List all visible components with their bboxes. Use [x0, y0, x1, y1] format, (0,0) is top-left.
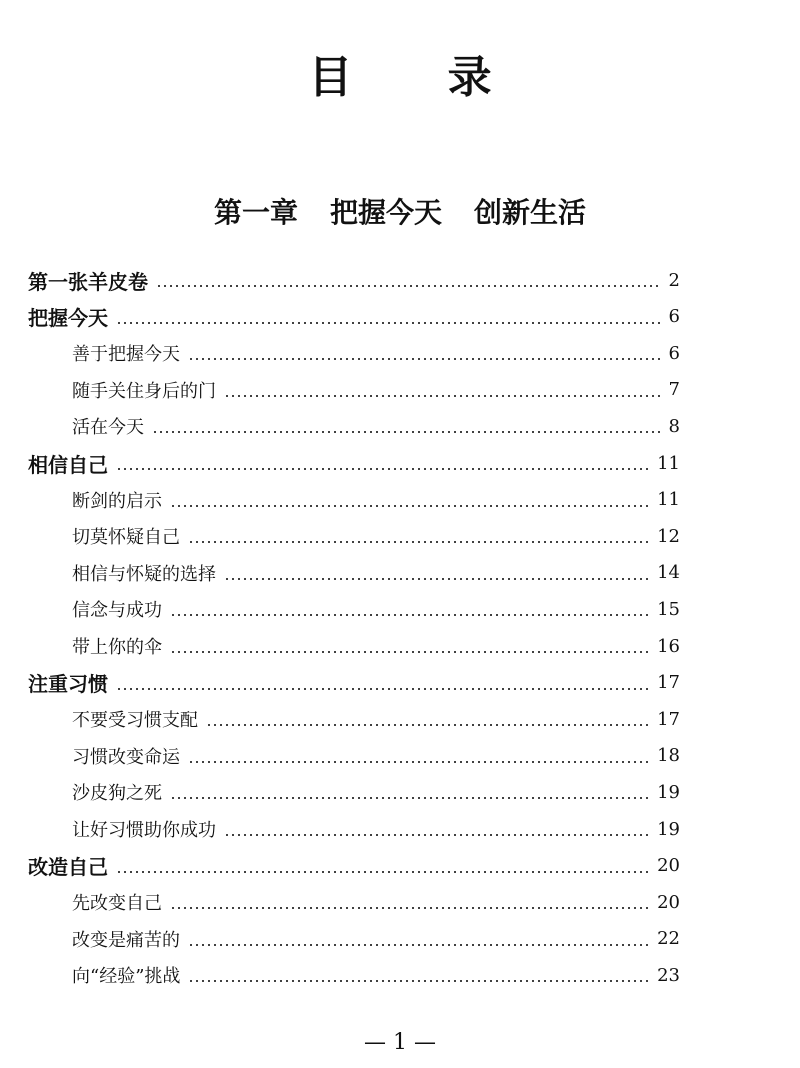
dot-leader — [170, 907, 649, 909]
dot-leader — [116, 871, 649, 873]
toc-entry-page-number: 18 — [657, 745, 680, 767]
toc-entry-label: 第一张羊皮卷 — [28, 269, 148, 294]
toc-entry-label: 让好习惯助你成功 — [72, 820, 216, 841]
dot-leader — [224, 395, 661, 397]
toc-item-entry[interactable] — [72, 408, 680, 444]
toc-entry-page-number: 19 — [657, 818, 680, 840]
dot-leader — [116, 468, 649, 470]
toc-entry-page-number: 7 — [668, 379, 680, 401]
dot-leader — [188, 541, 649, 543]
toc-item-entry[interactable] — [72, 335, 680, 371]
dot-leader — [170, 614, 649, 616]
toc-entry-page-number: 22 — [657, 928, 680, 950]
chapter-name: 把握今天 — [329, 196, 442, 229]
toc-item-entry[interactable] — [72, 921, 680, 957]
toc-entry-label: 注重习惯 — [28, 672, 108, 697]
toc-entry-page-number: 16 — [657, 635, 680, 657]
toc-item-entry[interactable] — [72, 774, 680, 810]
toc-entry-label: 向“经验”挑战 — [72, 966, 181, 988]
toc-item-entry[interactable] — [72, 884, 680, 920]
toc-entry-page-number: 8 — [668, 415, 680, 437]
toc-item-entry[interactable] — [72, 482, 680, 518]
toc-item-entry[interactable] — [72, 591, 680, 627]
toc-section-entry[interactable] — [28, 262, 680, 298]
page-title: 目 录 — [308, 52, 532, 103]
toc-section-entry[interactable] — [28, 665, 680, 701]
dot-leader — [116, 322, 661, 324]
toc-entry-label: 先改变自己 — [72, 893, 162, 915]
toc-entry-label: 相信自己 — [28, 452, 108, 477]
toc-entry-label: 习惯改变命运 — [72, 746, 180, 768]
dot-leader — [224, 578, 649, 580]
toc-section-entry[interactable] — [28, 445, 680, 481]
toc-entry-label: 善于把握今天 — [72, 344, 180, 366]
toc-entry-label: 沙皮狗之死 — [72, 783, 162, 805]
toc-entry-page-number: 17 — [657, 708, 680, 730]
dot-leader — [188, 980, 649, 982]
toc-section-entry[interactable] — [28, 299, 680, 335]
dot-leader — [224, 834, 649, 836]
toc-item-entry[interactable] — [72, 555, 680, 591]
chapter-number: 第一章 — [213, 196, 298, 229]
dot-leader — [188, 761, 649, 763]
toc-item-entry[interactable] — [72, 701, 680, 737]
toc-entry-page-number: 20 — [657, 891, 680, 913]
toc-section-entry[interactable] — [28, 848, 680, 884]
toc-entry-label: 活在今天 — [72, 417, 144, 439]
page-number-footer: — 1 — — [364, 1030, 436, 1055]
dot-leader — [188, 944, 649, 946]
toc-entry-page-number: 17 — [657, 672, 680, 694]
chapter-subtitle: 创新生活 — [474, 196, 587, 229]
dot-leader — [206, 724, 649, 726]
dot-leader — [170, 651, 649, 653]
toc-item-entry[interactable] — [72, 372, 680, 408]
toc-entry-page-number: 2 — [668, 269, 680, 291]
toc-entry-page-number: 11 — [657, 452, 680, 474]
toc-entry-page-number: 19 — [657, 781, 680, 803]
toc-entry-label: 不要受习惯支配 — [72, 710, 198, 732]
toc-entry-page-number: 6 — [668, 306, 680, 328]
dot-leader — [156, 285, 661, 287]
toc-item-entry[interactable] — [72, 518, 680, 554]
toc-entry-page-number: 14 — [657, 562, 680, 584]
toc-entry-page-number: 11 — [657, 489, 680, 511]
dot-leader — [188, 358, 661, 360]
toc-entry-label: 相信与怀疑的选择 — [72, 563, 216, 585]
toc-item-entry[interactable] — [72, 628, 680, 664]
toc-entry-page-number: 12 — [657, 525, 680, 547]
dot-leader — [152, 431, 661, 433]
toc-entry-page-number: 15 — [657, 598, 680, 620]
dot-leader — [170, 505, 649, 507]
toc-entry-page-number: 6 — [668, 342, 680, 364]
toc-entry-label: 信念与成功 — [72, 600, 162, 622]
toc-item-entry[interactable] — [72, 811, 680, 847]
toc-entry-label: 随手关住身后的门 — [72, 380, 216, 402]
dot-leader — [170, 797, 649, 799]
chapter-heading — [0, 193, 800, 233]
toc-entry-label: 把握今天 — [28, 306, 108, 331]
dot-leader — [116, 688, 649, 690]
toc-entry-page-number: 20 — [657, 855, 680, 877]
toc-entry-label: 带上你的伞 — [72, 637, 162, 658]
toc-entry-label: 改造自己 — [28, 855, 108, 880]
toc-entry-label: 断剑的启示 — [72, 490, 162, 512]
toc-item-entry[interactable] — [72, 738, 680, 774]
toc-entry-label: 改变是痛苦的 — [72, 929, 180, 951]
toc-item-entry[interactable] — [72, 957, 680, 993]
toc-entry-page-number: 23 — [657, 964, 680, 986]
toc-entry-label: 切莫怀疑自己 — [72, 527, 180, 549]
